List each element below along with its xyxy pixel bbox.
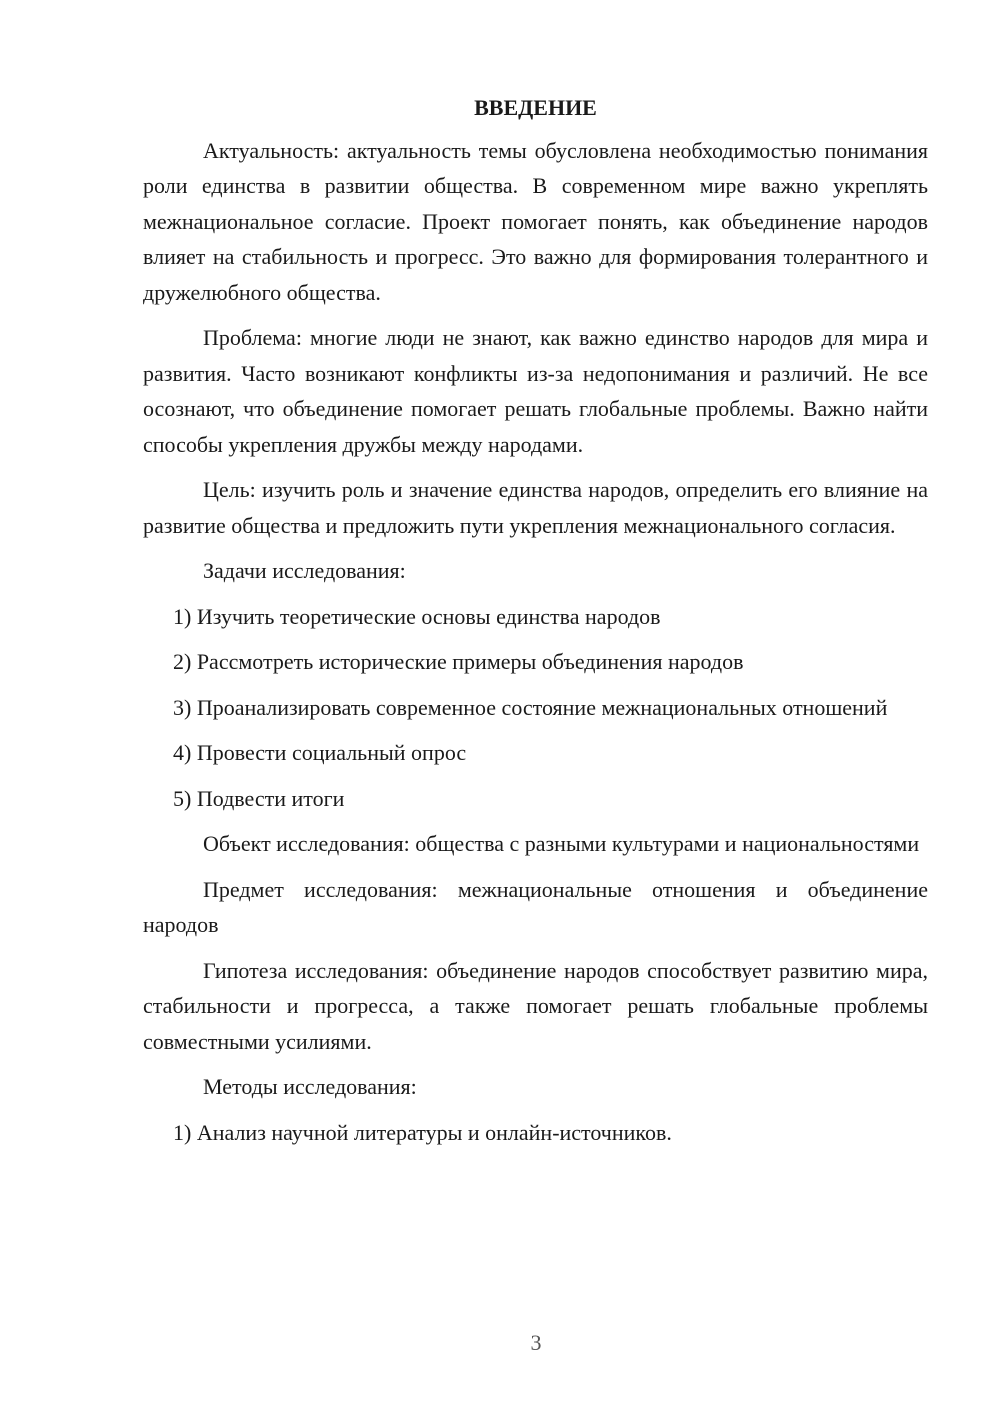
task-item-4: 4) Провести социальный опрос (173, 740, 467, 765)
page-number: 3 (530, 1330, 542, 1355)
problem-paragraph: Проблема: многие люди не знают, как важно единство народов для мира и развития. Часто возникают конфликты из-за недопонимания и различий. Не все осознают, что объединение помогает решать глобальные проблемы. Важно найти способы укрепления дружбы между народами. (143, 325, 928, 457)
method-item-1: 1) Анализ научной литературы и онлайн-источников. (173, 1119, 672, 1145)
object-paragraph: Объект исследования: общества с разными культурами и национальностями (203, 831, 920, 856)
relevance-paragraph: Актуальность: актуальность темы обусловлена необходимостью понимания роли единства в развитии общества. В современном мире важно укреплять межнациональное согласие. Проект помогает понять, как объединение народов влияет на стабильность и прогресс. Это важно для формирования толерантного и дружелюбного общества. (143, 137, 928, 305)
hypothesis-paragraph: Гипотеза исследования: объединение народов способствует развитию мира, стабильности и прогресса, а также помогает решать глобальные проблемы совместными усилиями. (143, 957, 928, 1054)
task-item-2: 2) Рассмотреть исторические примеры объединения народов (173, 649, 744, 674)
document-page (143, 90, 928, 1160)
task-item-1: 1) Изучить теоретические основы единства народов (173, 603, 661, 629)
subject-paragraph: Предмет исследования: межнациональные отношения и объединение народов (143, 876, 928, 937)
task-item-5: 5) Подвести итоги (173, 785, 345, 811)
task-item-3: 3) Проанализировать современное состояние межнациональных отношений (173, 694, 888, 720)
goal-paragraph: Цель: изучить роль и значение единства народов, определить его влияние на развитие общества и предложить пути укрепления межнационального согласия. (143, 477, 928, 538)
tasks-title: Задачи исследования: (203, 558, 406, 583)
page-title: ВВЕДЕНИЕ (474, 95, 597, 120)
methods-title: Методы исследования: (203, 1074, 417, 1099)
